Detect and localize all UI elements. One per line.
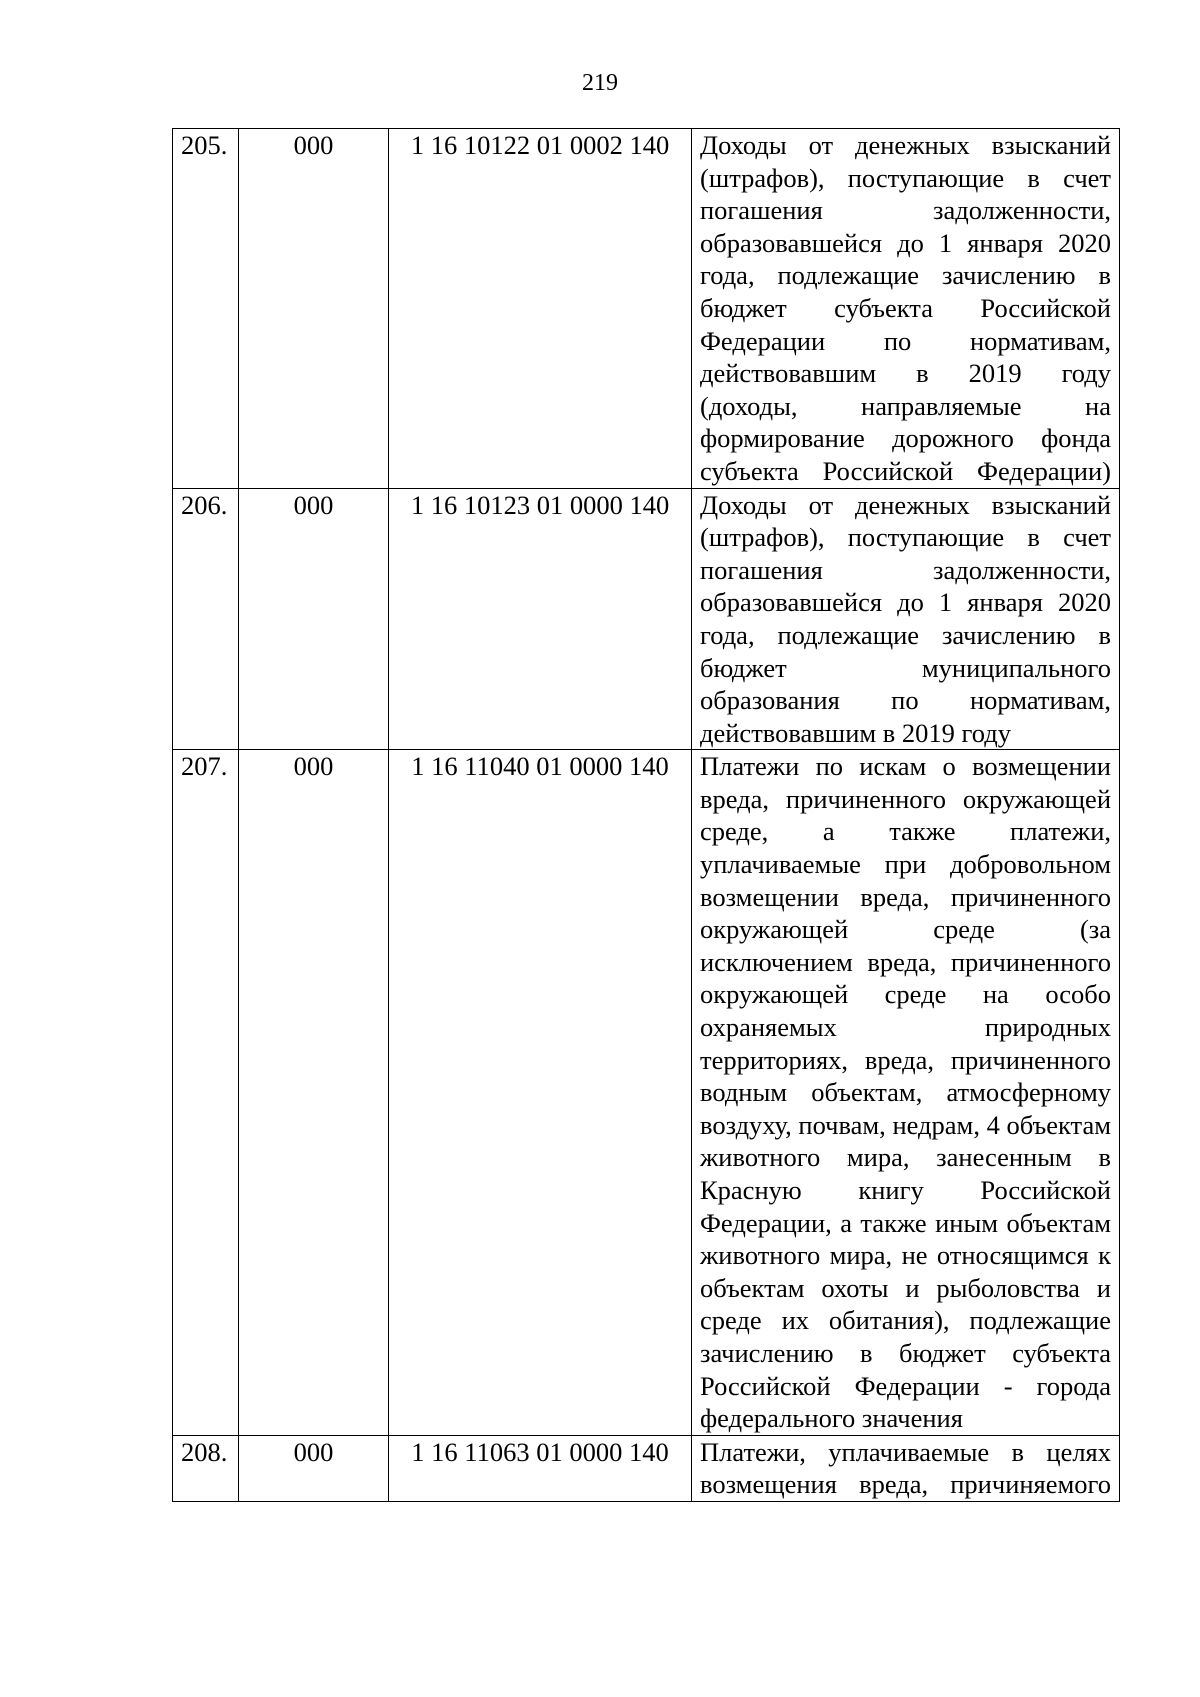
table-row	[173, 1435, 1120, 1501]
row-number: 208.	[173, 1435, 239, 1501]
budget-classification-code: 1 16 11063 01 0000 140	[389, 1435, 692, 1501]
table-row	[173, 129, 1120, 489]
budget-classification-code: 1 16 10123 01 0000 140	[389, 488, 692, 750]
page-number: 219	[582, 70, 618, 96]
revenue-description: Платежи по искам о возмещении вреда, причиненного окружающей среде, а также платежи, уплачиваемые при добровольном возмещении вреда, причиненного окружающей среде (за исключением вреда, причиненного окружающей среде на особо охраняемых природных территориях, вреда, причиненного водным объектам, атмосферному воздуху, почвам, недрам, 4 объектам животного мира, занесенным в Красную книгу Российской Федерации, а также иным объектам животного мира, не относящимся к объектам охоты и рыболовства и среде их обитания), подлежащие зачислению в бюджет субъекта Российской Федерации - города федерального значения	[692, 750, 1120, 1435]
revenue-description: Доходы от денежных взысканий (штрафов), поступающие в счет погашения задолженности, образовавшейся до 1 января 2020 года, подлежащие зачислению в бюджет субъекта Российской Федерации по нормативам, действовавшим в 2019 году (доходы, направляемые на формирование дорожного фонда субъекта Российской Федерации)	[692, 129, 1120, 489]
revenue-description: Доходы от денежных взысканий (штрафов), поступающие в счет погашения задолженности, образовавшейся до 1 января 2020 года, подлежащие зачислению в бюджет муниципального образования по нормативам, действовавшим в 2019 году	[692, 488, 1120, 750]
row-number: 205.	[173, 129, 239, 489]
row-number: 207.	[173, 750, 239, 1435]
revenue-description: Платежи, уплачиваемые в целях возмещения вреда, причиняемого	[692, 1435, 1120, 1501]
budget-classification-code: 1 16 11040 01 0000 140	[389, 750, 692, 1435]
admin-code: 000	[239, 488, 389, 750]
budget-classification-code: 1 16 10122 01 0002 140	[389, 129, 692, 489]
admin-code: 000	[239, 129, 389, 489]
admin-code: 000	[239, 750, 389, 1435]
revenue-codes-table	[172, 128, 1120, 1502]
row-number: 206.	[173, 488, 239, 750]
table-row	[173, 750, 1120, 1435]
admin-code: 000	[239, 1435, 389, 1501]
table-row	[173, 488, 1120, 750]
